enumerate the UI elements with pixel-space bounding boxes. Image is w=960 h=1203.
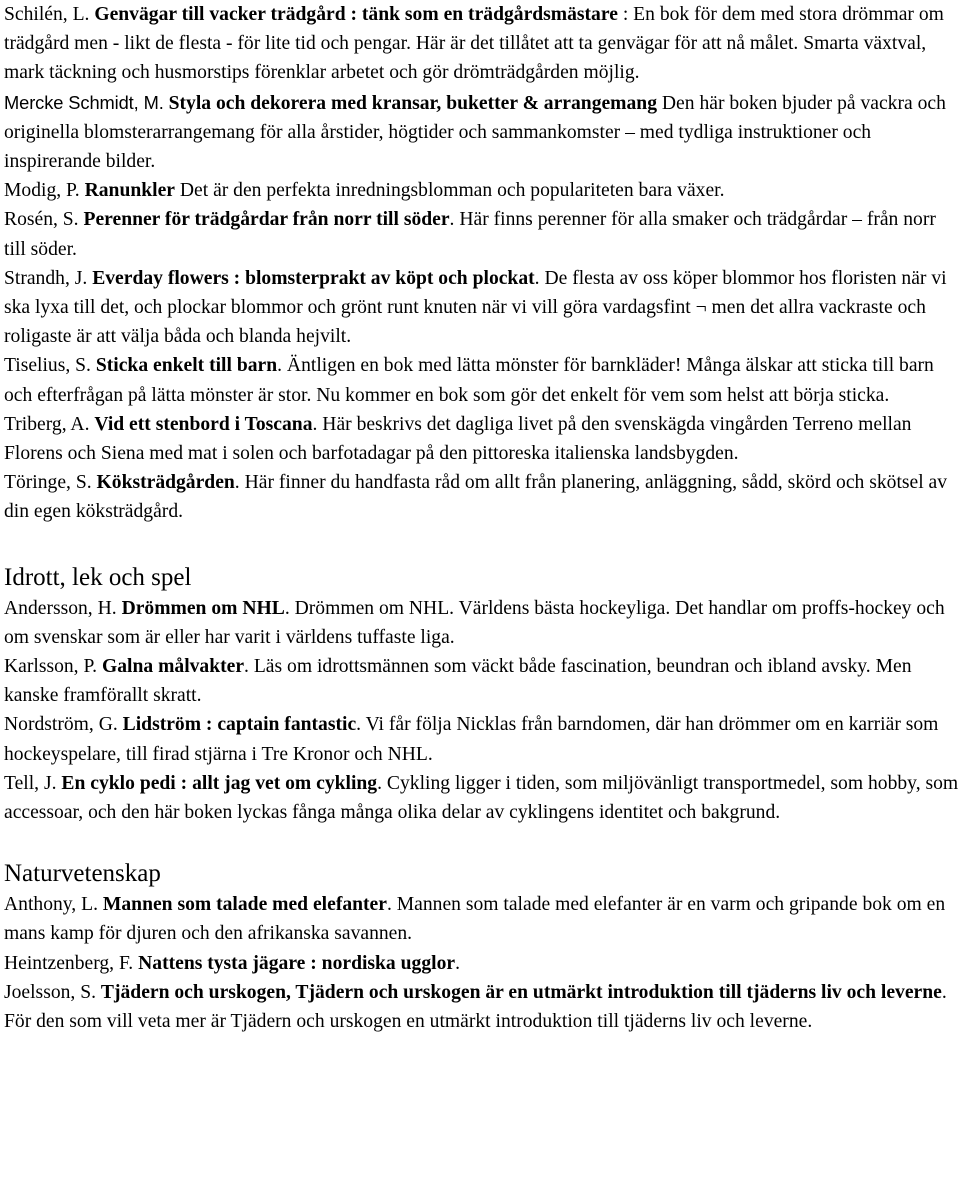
book-entry <box>4 0 960 88</box>
entry-title: Galna målvakter <box>102 656 245 678</box>
entry-author: Strandh, J. <box>4 267 88 289</box>
book-entry <box>4 652 960 710</box>
book-entry <box>4 978 960 1036</box>
section-heading-nature: Naturvetenskap <box>4 860 161 888</box>
entry-description: Den här boken bjuder på vackra och originella blomsterarrangemang för alla årstider, högtider och sammankomster – med tydliga instruktioner och inspirerande bilder. <box>4 92 946 173</box>
entry-title: Nattens tysta jägare : nordiska ugglor <box>138 952 456 974</box>
entry-description: Det är den perfekta inredningsblomman och populariteten bara växer. <box>179 180 725 202</box>
entry-author: Nordström, G. <box>4 714 118 736</box>
entry-author: Anthony, L. <box>4 894 98 916</box>
book-entry <box>4 594 960 652</box>
entry-author: Modig, P. <box>4 180 80 202</box>
entry-description: . De flesta av oss köper blommor hos floristen när vi ska lyxa till det, och plockar blommor och grönt runt knuten när vi vill göra vardagsfint ¬ men det allra vackraste och roligaste är att välja båda och blanda hejvilt. <box>4 267 947 348</box>
book-entry <box>4 468 960 526</box>
entry-description: . <box>455 952 460 974</box>
entry-title: Tjädern och urskogen, Tjädern och urskogen är en utmärkt introduktion till tjäderns liv och leverne <box>100 981 942 1003</box>
entry-title: Vid ett stenbord i Toscana <box>94 413 313 435</box>
book-entry <box>4 410 960 468</box>
book-entry <box>4 351 960 409</box>
entry-author: Schilén, L. <box>4 4 90 25</box>
entry-title: Sticka enkelt till barn <box>95 355 278 377</box>
entry-description: . Här finns perenner för alla smaker och trädgårdar – från norr till söder. <box>4 209 936 260</box>
entry-author: Heintzenberg, F. <box>4 952 134 974</box>
entry-description: . Här finner du handfasta råd om allt från planering, anläggning, sådd, skörd och skötsel av din egen köksträdgård. <box>4 472 948 523</box>
entry-title: Styla och dekorera med kransar, buketter & arrangemang <box>168 92 657 114</box>
book-entry <box>4 949 960 978</box>
document-page <box>4 0 960 1036</box>
entry-description: : En bok för dem med stora drömmar om trädgård men - likt de flesta - för lite tid och pengar. Här är det tillåtet att ta genvägar för att nå målet. Smarta växtval, mark täckning och husmorstips förenklar arbetet och gör drömträdgården möjlig. <box>4 4 944 84</box>
entry-title: Everday flowers : blomsterprakt av köpt och plockat <box>92 267 535 289</box>
entry-title: Köksträdgården <box>96 472 235 494</box>
entry-description: . För den som vill veta mer är Tjädern och urskogen en utmärkt introduktion till tjäderns liv och leverne. <box>4 981 947 1033</box>
entry-author: Töringe, S. <box>4 472 92 494</box>
book-entry <box>4 205 960 263</box>
entry-title: En cyklo pedi : allt jag vet om cykling <box>61 772 378 794</box>
entry-author: Karlsson, P. <box>4 656 98 678</box>
entry-title: Mannen som talade med elefanter <box>102 894 387 916</box>
book-entry <box>4 176 960 205</box>
entry-author: Andersson, H. <box>4 597 117 619</box>
entry-title: Perenner för trädgårdar från norr till söder <box>83 209 450 231</box>
entry-description: . Mannen som talade med elefanter är en varm och gripande bok om en mans kamp för djuren och den afrikanska savannen. <box>4 894 946 945</box>
entry-description: . Här beskrivs det dagliga livet på den svenskägda vingården Terreno mellan Florens och Siena med mat i solen och barfotadagar på den pittoreska italienska landsbygden. <box>4 413 912 465</box>
entry-author: Mercke Schmidt, M. <box>4 91 164 113</box>
entry-title: Drömmen om NHL <box>121 597 285 619</box>
entry-author: Joelsson, S. <box>4 981 96 1003</box>
entry-author: Tell, J. <box>4 772 57 794</box>
entry-description: . Drömmen om NHL. Världens bästa hockeyliga. Det handlar om proffs-hockey och om svenskar som är eller har varit i världens tuffaste liga. <box>4 597 945 648</box>
book-entry <box>4 710 960 768</box>
book-entry <box>4 88 960 177</box>
entry-description: . Vi får följa Nicklas från barndomen, där han drömmer om en karriär som hockeyspelare, till firad stjärna i Tre Kronor och NHL. <box>4 714 939 765</box>
book-entry <box>4 769 960 827</box>
entry-author: Triberg, A. <box>4 413 90 435</box>
book-entry <box>4 890 960 948</box>
entry-description: . Läs om idrottsmännen som väckt både fascination, beundran och ibland avsky. Men kanske framförallt skratt. <box>4 656 912 707</box>
section-heading-sport: Idrott, lek och spel <box>4 563 192 591</box>
entry-description: . Cykling ligger i tiden, som miljövänligt transportmedel, som hobby, som accessoar, och den här boken lyckas fånga många olika delar av cyklingens identitet och bakgrund. <box>4 772 959 824</box>
entry-title: Genvägar till vacker trädgård : tänk som en trädgårdsmästare <box>94 4 618 25</box>
entry-author: Rosén, S. <box>4 209 79 231</box>
entry-title: Ranunkler <box>84 180 175 202</box>
entry-author: Tiselius, S. <box>4 355 91 377</box>
entry-description: . Äntligen en bok med lätta mönster för barnkläder! Många älskar att sticka till barn och efterfrågan på lätta mönster är stor. Nu kommer en bok som gör det enkelt för vem som helst att börja sticka. <box>4 355 934 406</box>
entry-title: Lidström : captain fantastic <box>122 714 357 736</box>
book-entry <box>4 264 960 352</box>
